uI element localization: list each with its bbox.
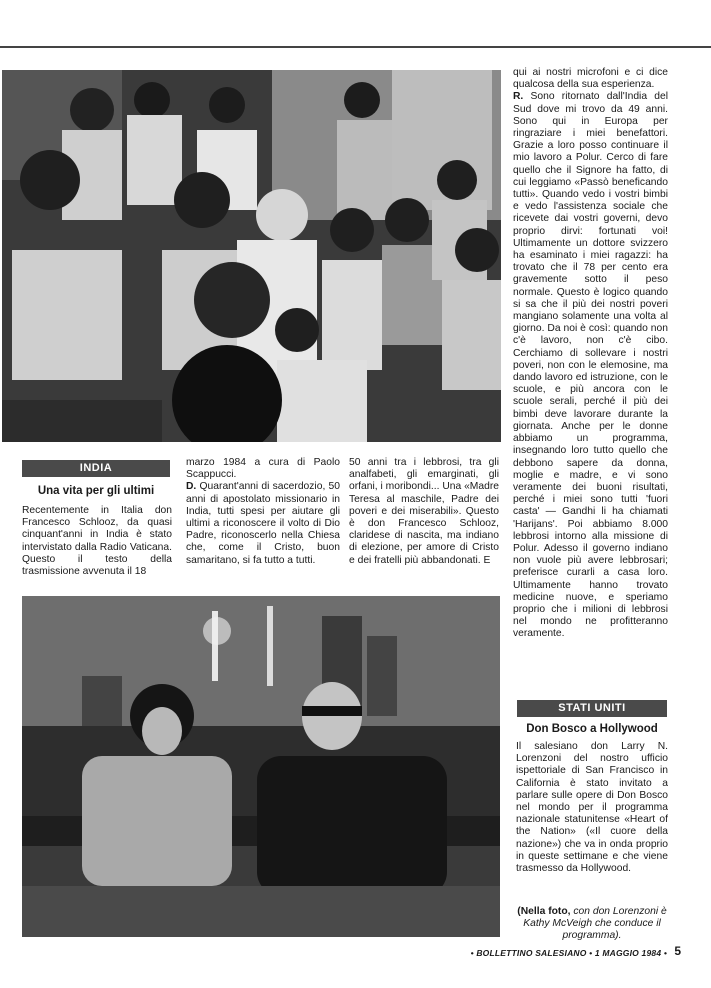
column-3 xyxy=(349,457,499,567)
question-label: D. xyxy=(186,481,197,493)
right-column xyxy=(513,67,668,641)
studio-photo xyxy=(22,596,500,937)
article-headline-usa: Don Bosco a Hollywood xyxy=(526,723,658,735)
question-text: Quarant'anni di sacerdozio, 50 anni di apostolato missionario in India, tutti spesi per aiutare gli ultimi a riconoscere il volto di Dio Padre, riconoscerlo nella Chiesa che, come il Cristo, buon samaritano, si fa tutto a tutti. xyxy=(186,481,340,566)
publication-footer: • BOLLETTINO SALESIANO • 1 MAGGIO 1984 • xyxy=(470,948,667,958)
article-headline-india: Una vita per gli ultimi xyxy=(37,485,155,497)
photo-caption xyxy=(514,906,670,943)
answer-paragraph xyxy=(513,91,668,640)
usa-text: Il salesiano don Larry N. Lorenzoni del nostro ufficio ispettoriale di San Francisco in California è stato invitato a parlare sulle opere di Don Bosco nel mondo per il programma nazionale statunitense «Heart of the Nation» («Il cuore della nazione») che va in onda proprio in queste settimane e che viene trasmesso da Hollywood. xyxy=(516,741,668,875)
top-rule xyxy=(0,46,711,48)
answer-label: R. xyxy=(513,91,524,103)
intro-column xyxy=(22,505,172,578)
caption-text: con don Lorenzoni è Kathy McVeigh che conduce il programma). xyxy=(523,906,667,942)
column-3-text: 50 anni tra i lebbrosi, tra gli analfabeti, gli emarginati, gli orfani, i moribondi... Una «Madre Teresa al maschile, Padre dei poveri e dei miserabili». Questo è don Francesco Schlooz, claridese di nascita, ma indiano di elezione, per amore di Cristo e dei fratelli più abbandonati. E xyxy=(349,457,499,566)
india-photo xyxy=(2,70,501,442)
usa-column xyxy=(516,741,668,875)
column-2 xyxy=(186,457,340,567)
section-label-usa: STATI UNITI xyxy=(517,700,667,717)
page-number: 5 xyxy=(674,944,681,958)
section-label-india: INDIA xyxy=(22,460,170,477)
column-2-intro: marzo 1984 a cura di Paolo Scappucci. xyxy=(186,457,340,481)
question-paragraph xyxy=(186,481,340,566)
answer-text: Sono ritornato dall'India del Sud dove mi trovo da 49 anni. Sono qui in Europa per ringraziare i miei benefattori. Grazie a loro posso continuare il mio lavoro a Polur. Cerco di fare quello che il Signore ha fatto, di cui leggiamo «Passò beneficando tutti». Quando vedo i vostri bimbi e vedo l'assistenza sociale che ricevete dai vostri governi, devo proprio dirvi: fortunati voi! Ultimamente un dottore svizzero ha esaminato i miei ragazzi: ha trovato che il 78 per cento era gravemente sotto il peso normale. Questo è logico quando si sa che il più dei nostri poveri mangiano solamente una volta al giorno. Da noi è così: quando non c'è lavoro, non c'è cibo. Cerchiamo di sollevare i nostri poveri, non con le elemosine, ma dando lavoro ed istruzione, con le scuole, e più ancora con le scuole serali, perché il più dei bimbi deve lavorare durante la giornata. Anche per le donne abbiamo un programma, insegnando loro tutto quello che debbono sapere da donna, moglie e madre, e vi sono veramente dei buoni risultati, perché i miei sono tutti 'fuori casta' — Gandhi li ha chiamati 'Harijans'. Poi abbiamo 8.000 lebbrosi intorno alla missione di Polur. Adesso il governo indiano non vuole più avere lebbrosari; preferisce curarli a casa loro. Ultimamente hanno trovato medicine nuove, e speriamo proprio che i milioni di lebbrosi nel mondo ne profitteranno veramente. xyxy=(513,91,668,640)
intro-text: Recentemente in Italia don Francesco Schlooz, da quasi cinquant'anni in India è stato intervistato dalla Radio Vaticana. Questo il testo della trasmissione avvenuta il 18 xyxy=(22,505,172,578)
caption-bold: (Nella foto, xyxy=(517,906,571,917)
right-intro: qui ai nostri microfoni e ci dice qualcosa della sua esperienza. xyxy=(513,67,668,91)
